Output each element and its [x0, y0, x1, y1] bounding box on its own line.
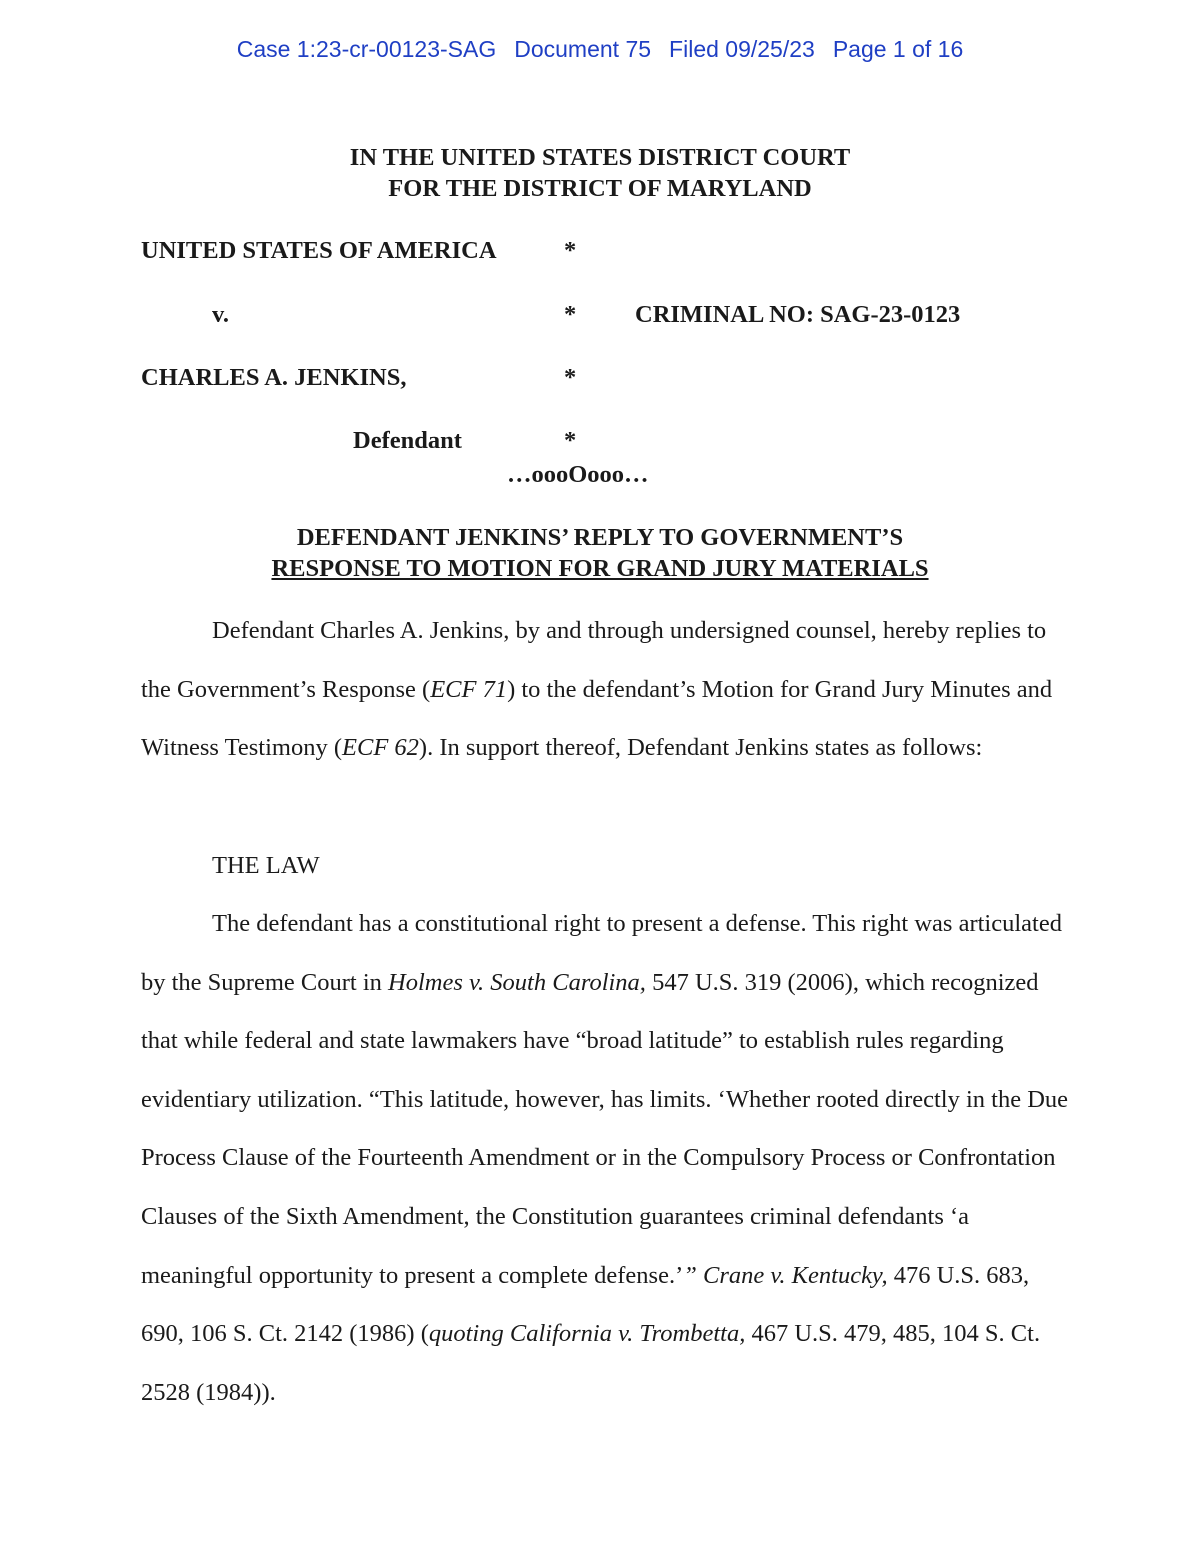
citation-holmes: Holmes v. South Carolina, [388, 968, 646, 996]
citation-ecf-71: ECF 71 [430, 675, 508, 703]
law-text-4: 467 U.S. 479, 485, 104 S. Ct. 2528 (1984)). [141, 1320, 1041, 1406]
section-heading: THE LAW [212, 852, 320, 879]
law-text-2: 547 U.S. 319 (2006), which recognized that while federal and state lawmakers have “broad latitude” to establish rules regarding evidentiary utilization. “This latitude, however, has limits. ‘Whether rooted directly in the Due Process Clause of the Fourteenth Amendment or in the Compulsory Process or Confrontation Clauses of the Sixth Amendment, the Constitution guarantees criminal defendants ‘a meaningful opportunity to present a complete defense.’ [141, 968, 1069, 1289]
ecf-header-stamp [0, 36, 1200, 63]
caption-star: * [564, 301, 577, 328]
intro-text-3: ). In support thereof, Defendant Jenkins states as follows: [418, 734, 983, 762]
document-title-line-1: DEFENDANT JENKINS’ REPLY TO GOVERNMENT’S [296, 524, 904, 551]
court-heading-line-2: FOR THE DISTRICT OF MARYLAND [388, 175, 812, 202]
stamp-page-number: Page 1 of 16 [832, 36, 964, 62]
caption-defendant-name: CHARLES A. JENKINS, [141, 364, 407, 391]
paragraph-intro [141, 602, 1071, 778]
caption-versus: v. [212, 301, 230, 328]
caption-plaintiff: UNITED STATES OF AMERICA [141, 237, 497, 264]
law-text-3: 476 U.S. 683, 690, 106 S. Ct. 2142 (1986) ( [141, 1261, 1030, 1348]
stamp-filed-date: Filed 09/25/23 [669, 36, 815, 62]
citation-trombetta: quoting California v. Trombetta, [428, 1320, 746, 1348]
intro-text-2: ) to the defendant’s Motion for Grand Jury Minutes and Witness Testimony ( [141, 675, 1053, 762]
law-text-1: The defendant has a constitutional right to present a defense. This right was articulated by the Supreme Court in [141, 910, 1062, 996]
court-heading [0, 142, 1200, 204]
citation-crane: ” Crane v. Kentucky, [683, 1261, 888, 1289]
document-title [0, 522, 1200, 584]
stamp-case-number: Case 1:23-cr-00123-SAG [236, 36, 497, 62]
stamp-document-number: Document 75 [514, 36, 652, 62]
intro-text-1: Defendant Charles A. Jenkins, by and through undersigned counsel, hereby replies to the Government’s Response ( [141, 617, 1047, 703]
paragraph-law [141, 895, 1071, 1422]
caption-star: * [564, 427, 577, 454]
caption-separator: …oooOooo… [507, 461, 649, 488]
caption-star: * [564, 237, 577, 264]
caption-case-number: CRIMINAL NO: SAG-23-0123 [635, 301, 961, 328]
caption-defendant-label: Defendant [353, 427, 462, 454]
document-title-line-2: RESPONSE TO MOTION FOR GRAND JURY MATERIALS [271, 555, 929, 582]
caption-star: * [564, 364, 577, 391]
court-heading-line-1: IN THE UNITED STATES DISTRICT COURT [349, 144, 851, 171]
citation-ecf-62: ECF 62 [342, 734, 419, 762]
